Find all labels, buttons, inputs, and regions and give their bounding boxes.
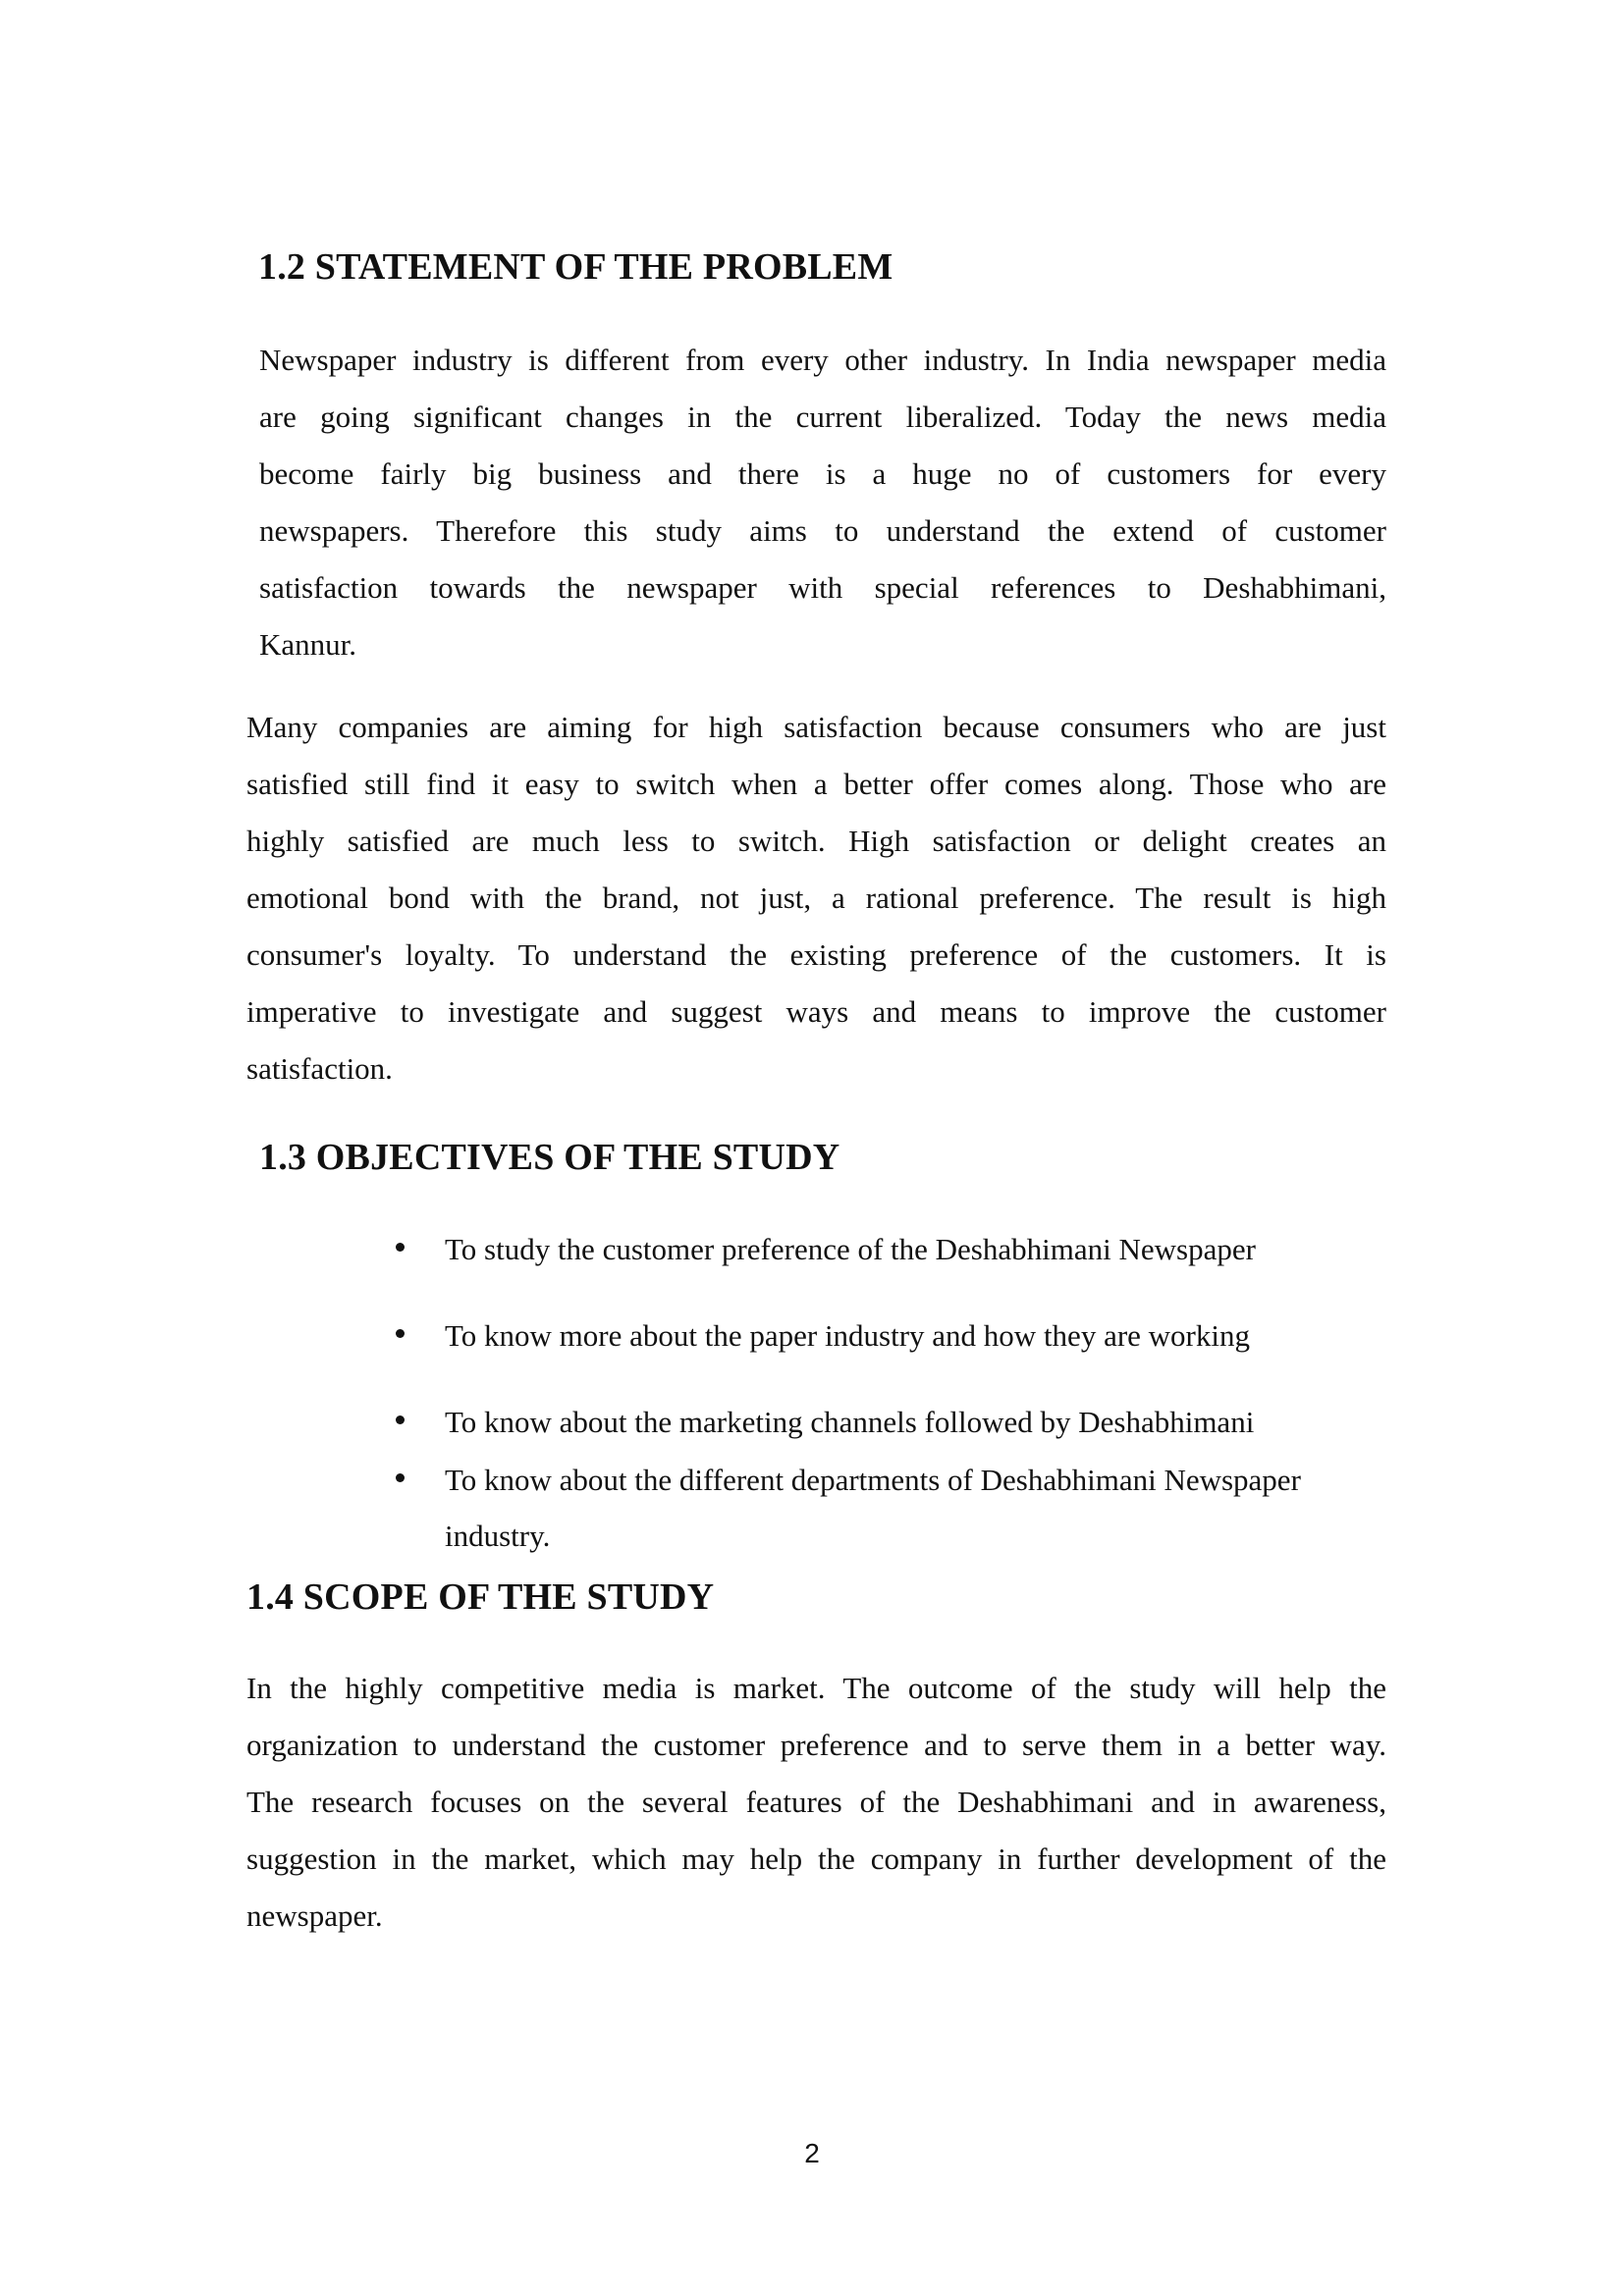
- text-line: emotional bond with the brand, not just, a rational preference. The result is high: [246, 881, 1386, 915]
- text-line: Newspaper industry is different from every other industry. In India newspaper media: [259, 343, 1386, 377]
- text-line: organization to understand the customer preference and to serve them in a better way.: [246, 1728, 1386, 1762]
- paragraph-scope: [246, 1660, 1386, 1945]
- text-line: suggestion in the market, which may help the company in further development of the: [246, 1842, 1386, 1876]
- text-line: newspapers. Therefore this study aims to understand the extend of customer: [259, 513, 1386, 548]
- text-line: consumer's loyalty. To understand the existing preference of the customers. It is: [246, 937, 1386, 972]
- list-item-text: To know about the marketing channels followed by Deshabhimani: [445, 1405, 1255, 1439]
- text-line: satisfaction.: [246, 1051, 393, 1086]
- text-line: The research focuses on the several features of the Deshabhimani and in awareness,: [246, 1785, 1386, 1819]
- bullet-icon: [396, 1415, 405, 1424]
- list-item-text: industry.: [445, 1519, 551, 1553]
- section-heading-objectives: 1.3 OBJECTIVES OF THE STUDY: [259, 1137, 840, 1178]
- list-item-text: To study the customer preference of the Deshabhimani Newspaper: [445, 1232, 1256, 1266]
- text-line: imperative to investigate and suggest ways and means to improve the customer: [246, 994, 1386, 1029]
- text-line: Many companies are aiming for high satisfaction because consumers who are just: [246, 710, 1386, 744]
- page-number: 2: [804, 2138, 820, 2168]
- text-line: Kannur.: [259, 627, 357, 662]
- objectives-list: [396, 1221, 1387, 1575]
- text-line: satisfaction towards the newspaper with special references to Deshabhimani,: [259, 570, 1386, 605]
- text-line: satisfied still find it easy to switch when a better offer comes along. Those who are: [246, 767, 1386, 801]
- text-line: become fairly big business and there is a huge no of customers for every: [259, 456, 1386, 491]
- section-heading-scope: 1.4 SCOPE OF THE STUDY: [246, 1576, 715, 1618]
- text-line: highly satisfied are much less to switch. High satisfaction or delight creates an: [246, 824, 1386, 858]
- bullet-icon: [396, 1243, 405, 1252]
- section-heading-statement-of-problem: 1.2 STATEMENT OF THE PROBLEM: [258, 246, 893, 288]
- paragraph-problem-intro: [259, 332, 1386, 673]
- text-line: newspaper.: [246, 1898, 383, 1933]
- list-item-text: To know more about the paper industry and how they are working: [445, 1318, 1250, 1353]
- paragraph-problem-satisfaction: [246, 699, 1386, 1097]
- list-item-text: To know about the different departments of Deshabhimani Newspaper: [445, 1463, 1301, 1497]
- text-line: In the highly competitive media is market. The outcome of the study will help the: [246, 1671, 1386, 1705]
- text-line: are going significant changes in the current liberalized. Today the news media: [259, 400, 1386, 434]
- bullet-icon: [396, 1329, 405, 1338]
- bullet-icon: [396, 1473, 405, 1482]
